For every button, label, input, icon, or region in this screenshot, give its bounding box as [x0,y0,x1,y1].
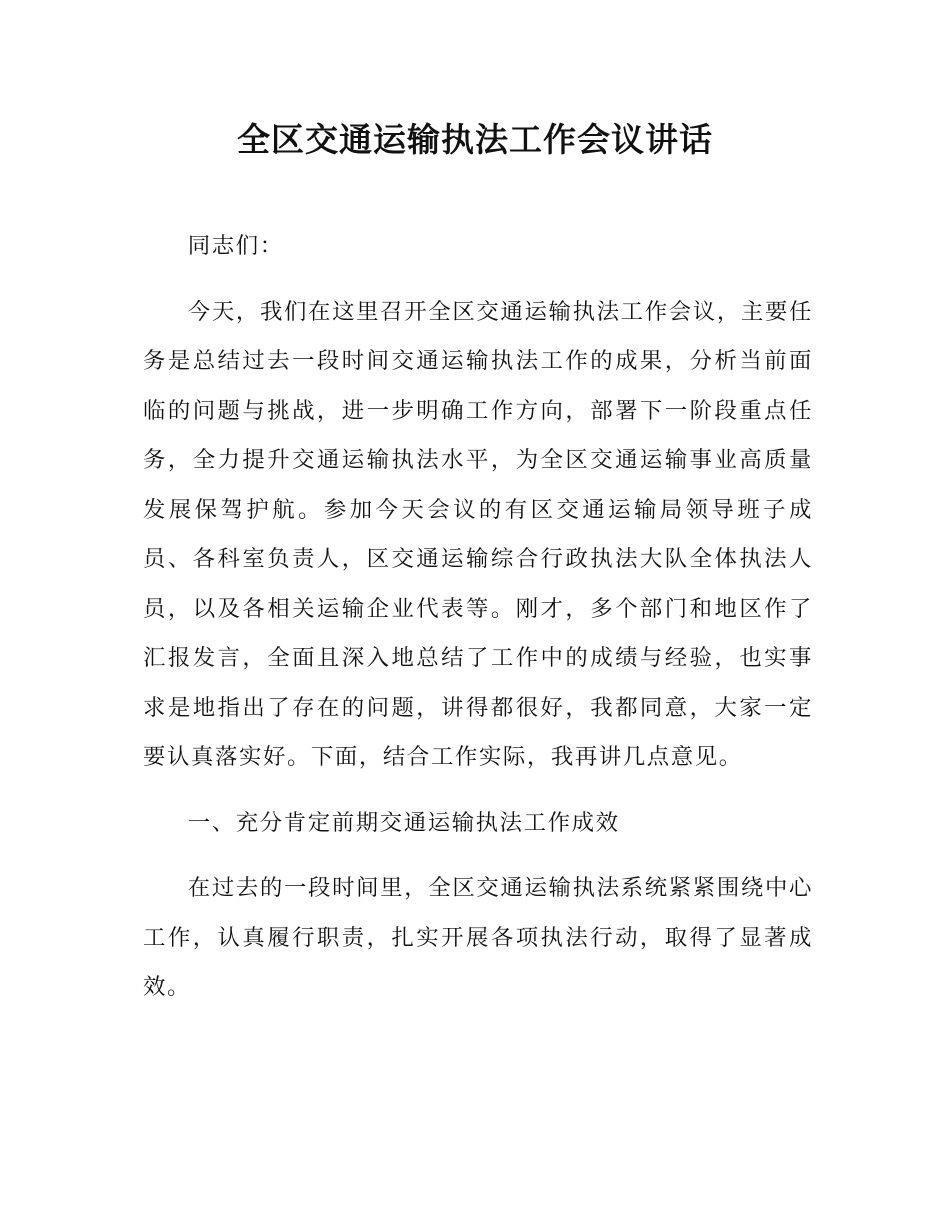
document-body [143,222,813,1029]
section-1-paragraph: 在过去的一段时间里，全区交通运输执法系统紧紧围绕中心工作，认真履行职责，扎实开展各项执法行动，取得了显著成效。 [143,875,813,1000]
opening-paragraph: 今天，我们在这里召开全区交通运输执法工作会议，主要任务是总结过去一段时间交通运输执法工作的成果，分析当前面临的问题与挑战，进一步明确工作方向，部署下一阶段重点任务，全力提升交通运输执法水平，为全区交通运输事业高质量发展保驾护航。参加今天会议的有区交通运输局领导班子成员、各科室负责人，区交通运输综合行政执法大队全体执法人员，以及各相关运输企业代表等。刚才，多个部门和地区作了汇报发言，全面且深入地总结了工作中的成绩与经验，也实事求是地指出了存在的问题，讲得都很好，我都同意，大家一定要认真落实好。下面，结合工作实际，我再讲几点意见。 [143,298,813,770]
document-title: 全区交通运输执法工作会议讲话 [237,120,713,159]
salutation-paragraph: 同志们： [187,233,284,259]
section-heading-1: 一、充分肯定前期交通运输执法工作成效 [187,809,620,836]
